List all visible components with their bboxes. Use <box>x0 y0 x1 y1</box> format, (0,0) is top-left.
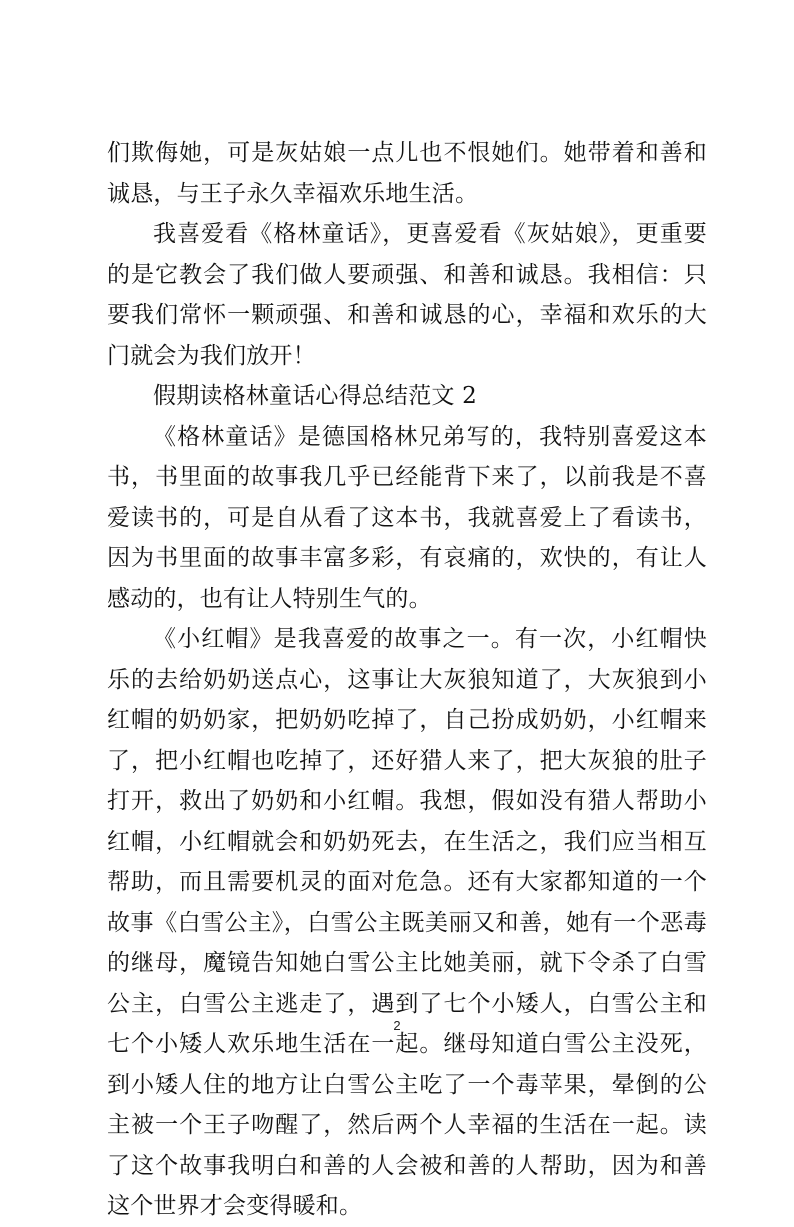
paragraph-stories: 《小红帽》是我喜爱的故事之一。有一次，小红帽快乐的去给奶奶送点心，这事让大灰狼知道了，大灰狼到小红帽的奶奶家，把奶奶吃掉了，自己扮成奶奶，小红帽来了，把小红帽也吃掉了，还好猎人来了，把大灰狼的肚子打开，救出了奶奶和小红帽。我想，假如没有猎人帮助小红帽，小红帽就会和奶奶死去，在生活之，我们应当相互帮助，而且需要机灵的面对危急。还有大家都知道的一个故事《白雪公主》，白雪公主既美丽又和善，她有一个恶毒的继母，魔镜告知她白雪公主比她美丽，就下令杀了白雪公主，白雪公主逃走了，遇到了七个小矮人，白雪公主和七个小矮人欢乐地生活在一起。继母知道白雪公主没死，到小矮人住的地方让白雪公主吃了一个毒苹果，晕倒的公主被一个王子吻醒了，然后两个人幸福的生活在一起。读了这个故事我明白和善的人会被和善的人帮助，因为和善这个世界才会变得暖和。 <box>107 626 707 1219</box>
paragraph-intro: 《格林童话》是德国格林兄弟写的，我特别喜爱这本书，书里面的故事我几乎已经能背下来了，以前我是不喜爱读书的，可是自从看了这本书，我就喜爱上了看读书，因为书里面的故事丰富多彩，有哀痛的，欢快的，有让人感动的，也有让人特别生气的。 <box>107 423 707 612</box>
paragraph-continuation: 们欺侮她，可是灰姑娘一点儿也不恨她们。她带着和善和诚恳，与王子永久幸福欢乐地生活。 <box>107 140 707 207</box>
body-text <box>107 133 707 1227</box>
page-number: 2 <box>393 1018 401 1033</box>
section-heading: 假期读格林童话心得总结范文 2 <box>153 383 477 409</box>
paragraph-conclusion: 我喜爱看《格林童话》，更喜爱看《灰姑娘》，更重要的是它教会了我们做人要顽强、和善和诚恳。我相信：只要我们常怀一颗顽强、和善和诚恳的心，幸福和欢乐的大门就会为我们放开！ <box>107 221 707 369</box>
